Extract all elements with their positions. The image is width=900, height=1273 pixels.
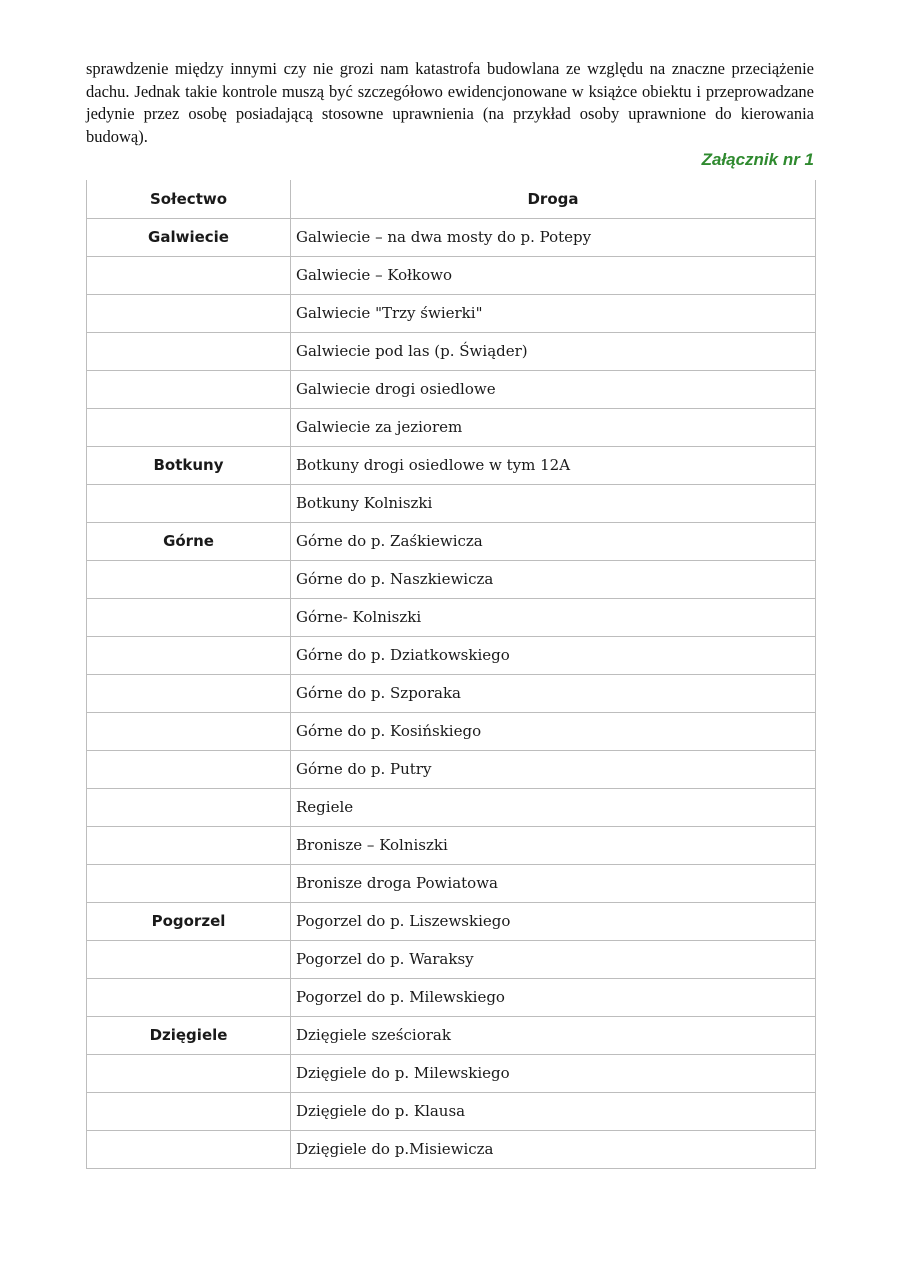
village-cell [87,484,291,522]
village-cell [87,826,291,864]
road-cell: Pogorzel do p. Milewskiego [291,978,816,1016]
intro-paragraph: sprawdzenie między innymi czy nie grozi nam katastrofa budowlana ze względu na znaczne przeciążenie dachu. Jednak takie kontrole muszą być szczegółowo ewidencjonowane w książce obiektu i przeprowadzane jedynie przez osobę posiadającą stosowne uprawnienia (na przykład osoby uprawnione do kierowania budową). [86,59,814,146]
village-cell [87,560,291,598]
village-cell [87,1054,291,1092]
village-cell: Botkuny [87,446,291,484]
road-cell: Galwiecie drogi osiedlowe [291,370,816,408]
table-row [87,826,816,864]
table-row [87,256,816,294]
table-row [87,332,816,370]
table-row [87,294,816,332]
table-row [87,674,816,712]
village-cell [87,256,291,294]
table-row [87,522,816,560]
road-cell: Bronisze – Kolniszki [291,826,816,864]
village-cell [87,940,291,978]
road-cell: Pogorzel do p. Liszewskiego [291,902,816,940]
table-row [87,1092,816,1130]
header-village: Sołectwo [87,180,291,218]
village-cell [87,332,291,370]
village-cell [87,712,291,750]
table-row [87,1130,816,1168]
village-cell [87,408,291,446]
table-row [87,370,816,408]
table-row [87,598,816,636]
road-cell: Galwiecie – na dwa mosty do p. Potepy [291,218,816,256]
roads-table [86,180,816,1169]
village-cell: Galwiecie [87,218,291,256]
table-row [87,1016,816,1054]
village-cell [87,598,291,636]
road-cell: Galwiecie pod las (p. Świąder) [291,332,816,370]
table-row [87,446,816,484]
road-cell: Górne do p. Kosińskiego [291,712,816,750]
table-row [87,408,816,446]
road-cell: Regiele [291,788,816,826]
road-cell: Górne do p. Zaśkiewicza [291,522,816,560]
table-row [87,750,816,788]
village-cell [87,864,291,902]
table-row [87,560,816,598]
village-cell [87,788,291,826]
table-row [87,636,816,674]
table-row [87,484,816,522]
attachment-label: Załącznik nr 1 [701,150,814,169]
table-row [87,788,816,826]
village-cell [87,1130,291,1168]
village-cell [87,978,291,1016]
road-cell: Galwiecie za jeziorem [291,408,816,446]
roads-table-body [87,218,816,1168]
table-row [87,218,816,256]
road-cell: Galwiecie – Kołkowo [291,256,816,294]
road-cell: Dzięgiele do p. Klausa [291,1092,816,1130]
table-row [87,712,816,750]
road-cell: Górne do p. Putry [291,750,816,788]
table-row [87,978,816,1016]
road-cell: Dzięgiele do p. Milewskiego [291,1054,816,1092]
table-row [87,1054,816,1092]
village-cell [87,370,291,408]
road-cell: Botkuny drogi osiedlowe w tym 12A [291,446,816,484]
village-cell [87,674,291,712]
village-cell: Pogorzel [87,902,291,940]
village-cell [87,1092,291,1130]
road-cell: Botkuny Kolniszki [291,484,816,522]
village-cell: Dzięgiele [87,1016,291,1054]
village-cell: Górne [87,522,291,560]
header-road: Droga [291,180,816,218]
road-cell: Bronisze droga Powiatowa [291,864,816,902]
road-cell: Pogorzel do p. Waraksy [291,940,816,978]
table-row [87,902,816,940]
road-cell: Górne do p. Naszkiewicza [291,560,816,598]
table-row [87,864,816,902]
road-cell: Górne do p. Dziatkowskiego [291,636,816,674]
village-cell [87,636,291,674]
road-cell: Górne- Kolniszki [291,598,816,636]
village-cell [87,294,291,332]
road-cell: Dzięgiele sześciorak [291,1016,816,1054]
table-row [87,940,816,978]
table-header-row [87,180,816,218]
village-cell [87,750,291,788]
road-cell: Dzięgiele do p.Misiewicza [291,1130,816,1168]
road-cell: Górne do p. Szporaka [291,674,816,712]
road-cell: Galwiecie "Trzy świerki" [291,294,816,332]
